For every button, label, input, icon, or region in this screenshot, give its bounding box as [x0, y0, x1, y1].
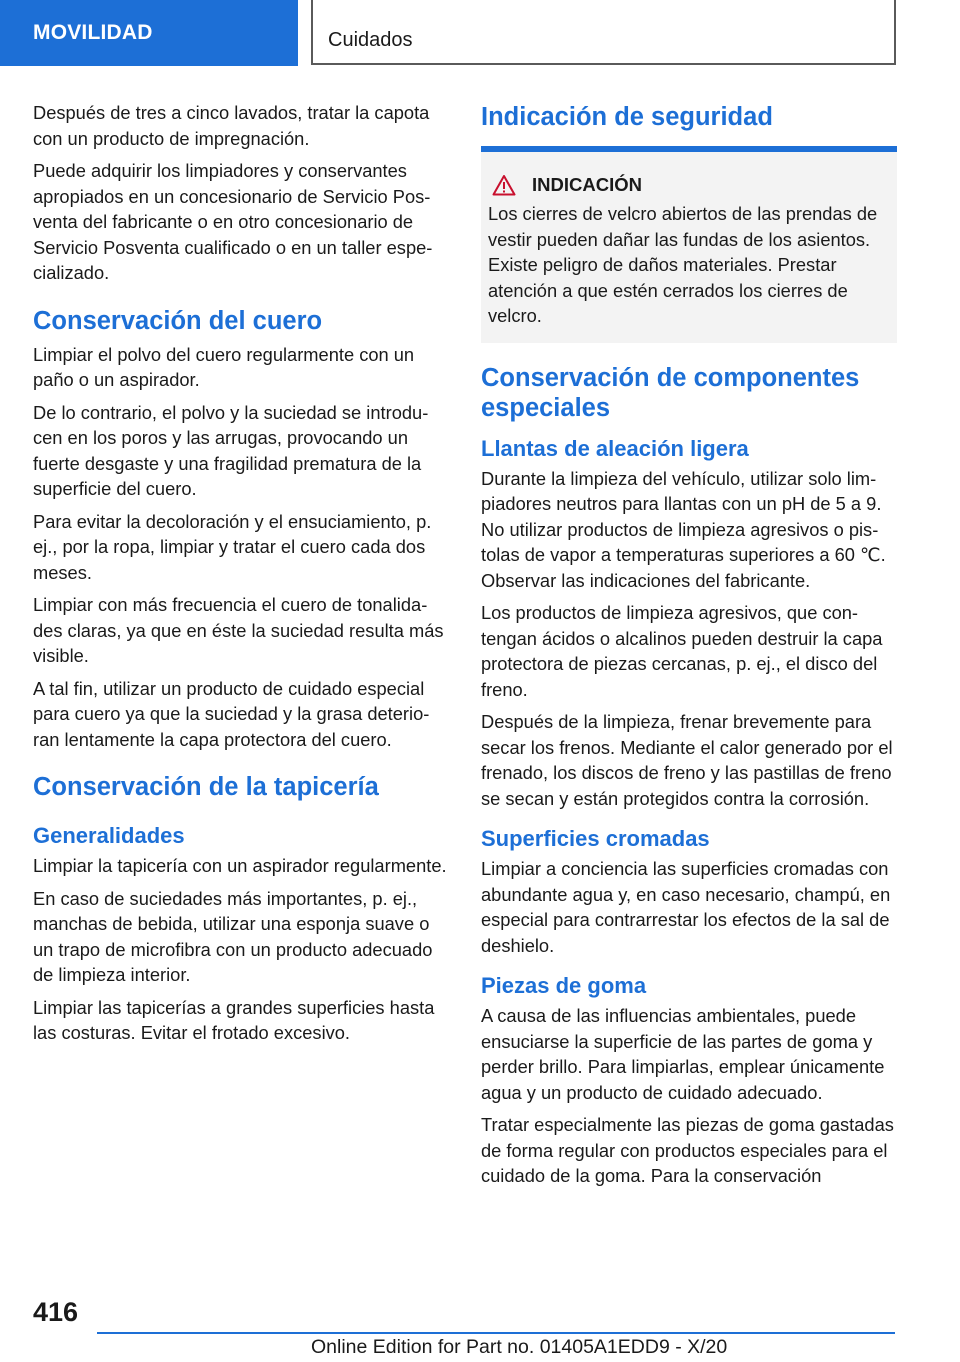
paragraph: De lo contrario, el polvo y la suciedad se introducen en los poros y las arrugas, provocando un fuerte desgaste y una fragilidad prematura de la superficie del cuero.	[33, 401, 429, 499]
paragraph: A tal fin, utilizar un producto de cuidado especial para cuero ya que la suciedad y la grasa deterioran lentamente la capa protectora del cuero.	[33, 677, 430, 750]
warning-triangle-icon	[492, 174, 516, 196]
left-column	[33, 100, 448, 1053]
paragraph: Limpiar la tapicería con un aspirador regularmente.	[33, 855, 447, 876]
paragraph: Limpiar con más frecuencia el cuero de tonalidades claras, ya que en éste la suciedad resulta más visible.	[33, 594, 444, 666]
paragraph: Limpiar a conciencia las superficies cromadas con abundante agua y, en caso necesario, champú, en especial para contrarrestar los efectos de la sal de deshielo.	[481, 858, 891, 956]
paragraph: Los productos de limpieza agresivos, que contengan ácidos o alcalinos pueden destruir la capa protectora de piezas cercanas, p. ej., el disco del freno.	[481, 602, 883, 700]
chapter-title: Cuidados	[311, 0, 896, 65]
footer-edition: Online Edition for Part no. 01405A1EDD9 - X/20	[311, 1336, 728, 1358]
footer-rule	[97, 1332, 895, 1334]
paragraph: Después de tres a cinco lavados, tratar la capota con un producto de impregnación.	[33, 102, 430, 149]
paragraph: Limpiar el polvo del cuero regularmente con un paño o un aspirador.	[33, 343, 415, 390]
heading-upholstery-care: Conservación de la tapicería	[33, 773, 379, 801]
notice-label: INDICACIÓN	[532, 174, 642, 195]
notice-header	[488, 174, 889, 196]
section-tab: MOVILIDAD	[0, 0, 298, 66]
paragraph: En caso de suciedades más importantes, p. ej., manchas de bebida, utilizar una esponja suave o un trapo de microfibra con un producto adecuado de limpieza interior.	[33, 887, 433, 985]
paragraph: Limpiar las tapicerías a grandes superficies hasta las costuras. Evitar el frotado excesivo.	[33, 996, 435, 1043]
paragraph: Después de la limpieza, frenar brevemente para secar los frenos. Mediante el calor generado por el frenado, los discos de freno y las pastillas de freno se secan y están protegidos contra la corrosión.	[481, 711, 893, 809]
right-column	[481, 100, 897, 1196]
page-number: 416	[33, 1297, 79, 1327]
subheading-general: Generalidades	[33, 823, 185, 848]
paragraph: Puede adquirir los limpiadores y conservantes apropiados en un concesionario de Servicio Posventa del fabricante o en otro concesionario de Servicio Posventa cualificado o en un taller especializado.	[33, 160, 433, 283]
subheading-chrome-surfaces: Superficies cromadas	[481, 826, 710, 851]
heading-safety: Indicación de seguridad	[481, 103, 773, 131]
notice-text: Los cierres de velcro abiertos de las prendas de vestir pueden dañar las fundas de los asientos. Existe peligro de daños materiales. Prestar atención a que estén cerrados los cierres de velcro.	[488, 203, 878, 326]
paragraph: Para evitar la decoloración y el ensuciamiento, p. ej., por la ropa, limpiar y tratar el cuero cada dos meses.	[33, 510, 432, 583]
notice-box	[481, 152, 897, 343]
subheading-alloy-wheels: Llantas de aleación ligera	[481, 435, 749, 461]
paragraph: A causa de las influencias ambientales, puede ensuciarse la superficie de las partes de goma y perder brillo. Para limpiarlas, emplear únicamente agua y un producto de cuidado adecuado.	[481, 1005, 885, 1103]
paragraph: Tratar especialmente las piezas de goma gastadas de forma regular con productos especiales para el cuidado de la goma. Para la conservación	[481, 1114, 894, 1186]
heading-leather-care: Conservación del cuero	[33, 306, 323, 335]
paragraph: Durante la limpieza del vehículo, utilizar solo limpiadores neutros para llantas con un pH de 5 a 9. No utilizar productos de limpieza agresivos o pistolas de vapor a temperaturas superiores a 60 ℃. Observar las indicaciones del fabricante.	[481, 467, 886, 591]
heading-special-components: Conservación de componentes especiales	[481, 363, 860, 422]
subheading-rubber-parts: Piezas de goma	[481, 973, 647, 998]
